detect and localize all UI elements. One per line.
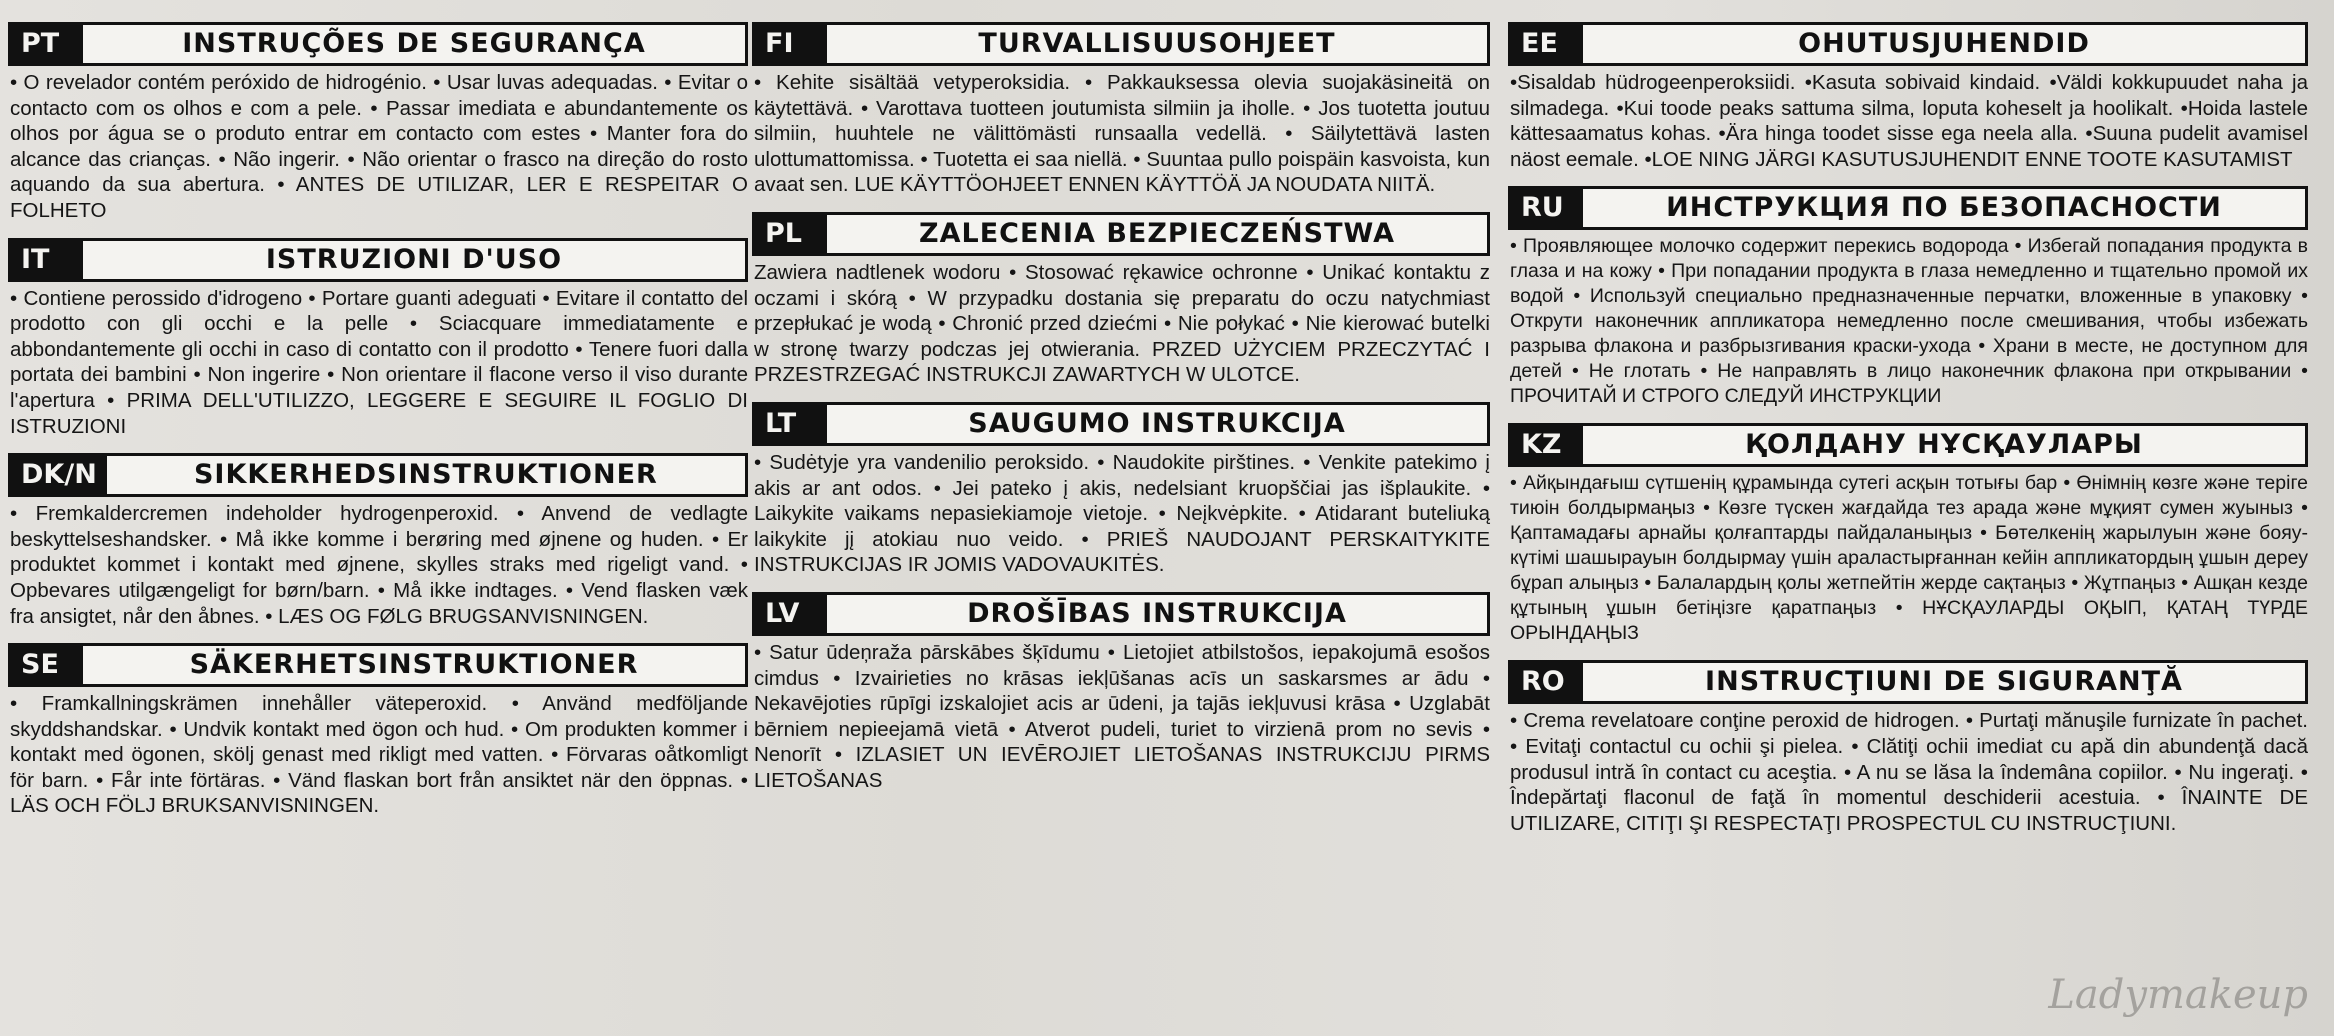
section-header xyxy=(1508,660,2308,704)
section-title: SIKKERHEDSINSTRUKTIONER xyxy=(193,459,658,491)
language-code: PT xyxy=(11,25,83,63)
watermark-logo: Ladymakeup xyxy=(2048,972,2308,1018)
language-code: LT xyxy=(755,405,827,443)
section-title: ZALECENIA BEZPIECZEŃSTWA xyxy=(919,217,1395,249)
section-title: DROŠĪBAS INSTRUKCIJA xyxy=(967,597,1347,629)
language-code: PL xyxy=(755,215,827,253)
language-code: SE xyxy=(11,646,83,684)
section-text: • Sudėtyje yra vandenilio peroksido. • Naudokite pirštines. • Venkite patekimo į akis ar ant odos. • Jei pateko į akis, nedelsiant kruopščiai jas išplaukite. • Laikykite vaikams nepasiekiamoje vietoje. • Neįkvėpkite. • Atidarant buteliuką laikykite jį atokiau nuo veido. • PRIEŠ NAUDOJANT PERSKAITYKITE INSTRUKCIJAS IR JOMIS VADOVAUKITĖS. xyxy=(754,450,1490,577)
section-pt xyxy=(8,22,748,224)
section-header xyxy=(8,643,748,687)
section-title: TURVALLISUUSOHJEET xyxy=(978,28,1336,59)
section-header xyxy=(752,212,1490,256)
section-text: •Sisaldab hüdrogeenperoksiidi. •Kasuta sobivaid kindaid. •Väldi kokkupuudet naha ja silmadega. •Kui toode peaks sattuma silma, loputa koheselt ja hoolikalt. •Hoida lastele kättesaamatus kohas. •Ära hinga toodet sisse ega neela alla. •Suuna pudelit avamisel näost eemale. •LOE NING JÄRGI KASUTUSJUHENDIT ENNE TOOTE KASUTAMIST xyxy=(1510,71,2308,171)
section-text: • Айқындағыш сүтшенің құрамында сутегі асқын тотығы бар • Өнімнің көзге және теріге тиюін болдырмаңыз • Көзге түскен жағдайда тез арада және мұқият сумен жуыныз • Қаптамадағы арнайы қолғаптарды пайдаланыңыз • Бөтелкенің жарылуын және бояу-күтімі шашырауын болдырмау үшін араластырғаннан кейін аппликатордың ұшын дереу бұрап алыңыз • Балалардың қолы жетпейтін жерде сақтаңыз • Жұтпаңыз • Ашқан кезде құтының ұшын бетіңізге қаратпаңыз • НҰСҚАУЛАРДЫ ОҚЫП, ҚАТАҢ ТҮРДЕ ОРЫНДАҢЫЗ xyxy=(1510,472,2308,645)
section-it xyxy=(8,238,748,440)
language-code: KZ xyxy=(1511,426,1583,464)
section-header xyxy=(8,22,748,66)
section-title: ISTRUZIONI D'USO xyxy=(265,243,563,275)
section-text: • Contiene perossido d'idrogeno • Portare guanti adeguati • Evitare il contatto del prodotto con gli occhi e la pelle • Sciacquare immediatamente e abbondantemente gli occhi in caso di contatto con il prodotto • Tenere fuori dalla portata dei bambini • Non ingerire • Non orientare il flacone verso il viso durante l'apertura • PRIMA DELL'UTILIZZO, LEGGERE E SEGUIRE IL FOGLIO DI ISTRUZIONI xyxy=(10,286,748,438)
section-ee xyxy=(1508,22,2308,172)
column-middle xyxy=(752,22,1490,807)
section-title: ИНСТРУКЦИЯ ПО БЕЗОПАСНОСТИ xyxy=(1666,192,2222,224)
section-header xyxy=(1508,423,2308,467)
section-text: • O revelador contém peróxido de hidrogénio. • Usar luvas adequadas. • Evitar o contacto com os olhos e com a pele. • Passar imediata e abundantemente os olhos por água se o produto entrar em contacto com estes • Manter fora do alcance das crianças. • Não ingerir. • Não orientar o frasco na direção do rosto aquando da sua abertura. • ANTES DE UTILIZAR, LER E RESPEITAR O FOLHETO xyxy=(10,71,748,222)
section-header xyxy=(1508,186,2308,230)
language-code: IT xyxy=(11,241,83,279)
language-code: RO xyxy=(1511,663,1583,701)
column-right xyxy=(1508,22,2308,850)
language-code: EE xyxy=(1511,25,1583,63)
section-title: OHUTUSJUHENDID xyxy=(1798,28,2090,59)
section-title: SÄKERHETSINSTRUKTIONER xyxy=(189,649,639,681)
language-code: RU xyxy=(1511,189,1583,227)
section-text: • Framkallningskrämen innehåller väteperoxid. • Använd medföljande skyddshandskar. • Undvik kontakt med ögon och hud. • Om produkten kommer i kontakt med ögonen, skölj genast med rikligt med vatten. • Förvaras oåtkomligt för barn. • Får inte förtäras. • Vänd flaskan bort från ansiktet när den öppnas. • LÄS OCH FÖLJ BRUKSANVISNINGEN. xyxy=(10,692,748,818)
section-fi xyxy=(752,22,1490,198)
section-text: • Crema revelatoare conţine peroxid de hidrogen. • Purtaţi mănuşile furnizate în pachet. • Evitaţi contactul cu ochii şi pielea. • Clătiţi ochii imediat cu apă din abundenţă dacă produsul intră în contact cu aceştia. • A nu se lăsa la îndemâna copiilor. • Nu ingeraţi. • Îndepărtaţi flaconul de faţă în momentul deschiderii acestuia. • ÎNAINTE DE UTILIZARE, CITIŢI ŞI RESPECTAŢI PROSPECTUL CU INSTRUCŢIUNI. xyxy=(1510,709,2308,835)
language-code: DK/N xyxy=(11,456,107,494)
section-title: SAUGUMO INSTRUKCIJA xyxy=(968,407,1346,439)
section-ru xyxy=(1508,186,2308,409)
section-dk xyxy=(8,453,748,629)
language-code: FI xyxy=(755,25,827,63)
section-title: INSTRUCŢIUNI DE SIGURANŢĂ xyxy=(1705,666,2183,698)
section-header xyxy=(1508,22,2308,66)
section-header xyxy=(752,402,1490,446)
section-text: • Проявляющее молочко содержит перекись водорода • Избегай попадания продукта в глаза и на кожу • При попадании продукта в глаза немедленно и тщательно промой их водой • Используй специально предназначенные перчатки, вложенные в упаковку • Открути наконечник аппликатора немедленно после смешивания, чтобы избежать разрыва флакона и разбрызгивания краски-ухода • Храни в месте, не доступном для детей • Не глотать • Не направлять в лицо наконечник флакона при открывании • ПРОЧИТАЙ И СТРОГО СЛЕДУЙ ИНСТРУКЦИИ xyxy=(1510,235,2308,408)
section-text: • Fremkaldercremen indeholder hydrogenperoxid. • Anvend de vedlagte beskyttelseshandsker. • Må ikke komme i berøring med øjnene og huden. • Er produktet kommet i kontakt med øjnene, skylles straks med rigeligt vand. • Opbevares utilgængeligt for børn/barn. • Må ikke indtages. • Vend flasken væk fra ansigtet, når den åbnes. • LÆS OG FØLG BRUGSANVISNINGEN. xyxy=(10,502,748,628)
section-header xyxy=(8,238,748,282)
section-header xyxy=(8,453,748,497)
section-text: • Satur ūdeņraža pārskābes šķīdumu • Lietojiet atbilstošos, iepakojumā esošos cimdus • Izvairieties no krāsas iekļūšanas acīs un saskarsmes ar ādu • Nekavējoties rūpīgi izskalojiet acis ar ūdeni, ja tajās iekļuvusi krāsa • Uzglabāt bērniem nepieejamā vietā • Atverot pudeli, turiet to virzienā prom no sevis • Nenorīt • IZLASIET UN IEVĒROJIET LIETOŠANAS INSTRUKCIJU PIRMS LIETOŠANAS xyxy=(754,640,1490,792)
section-title: INSTRUÇÕES DE SEGURANÇA xyxy=(182,28,646,59)
section-se xyxy=(8,643,748,819)
section-header xyxy=(752,592,1490,636)
section-text: • Kehite sisältää vetyperoksidia. • Pakkauksessa olevia suojakäsineitä on käytettävä. • Varottava tuotteen joutumista silmiin ja iholle. • Jos tuotetta joutuu silmiin, huuhtele ne välittömästi runsaalla vedellä. • Säilytettävä lasten ulottumattomissa. • Tuotetta ei saa niellä. • Suuntaa pullo poispäin kasvoista, kun avaat sen. LUE KÄYTTÖOHJEET ENNEN KÄYTTÖÄ JA NOUDATA NIITÄ. xyxy=(754,71,1490,197)
section-lv xyxy=(752,592,1490,794)
section-lt xyxy=(752,402,1490,578)
section-title: ҚОЛДАНУ НҰСҚАУЛАРЫ xyxy=(1745,429,2143,461)
section-header xyxy=(752,22,1490,66)
section-text: Zawiera nadtlenek wodoru • Stosować rękawice ochronne • Unikać kontaktu z oczami i skórą • W przypadku dostania się preparatu do oczu natychmiast przepłukać je wodą • Chronić przed dziećmi • Nie połykać • Nie kierować butelki w stronę twarzy podczas jej otwierania. PRZED UŻYCIEM PRZECZYTAĆ I PRZESTRZEGAĆ INSTRUKCJI ZAWARTYCH W ULOTCE. xyxy=(754,260,1490,387)
language-code: LV xyxy=(755,595,827,633)
section-pl xyxy=(752,212,1490,388)
column-left xyxy=(8,22,748,833)
section-kz xyxy=(1508,423,2308,646)
section-ro xyxy=(1508,660,2308,836)
